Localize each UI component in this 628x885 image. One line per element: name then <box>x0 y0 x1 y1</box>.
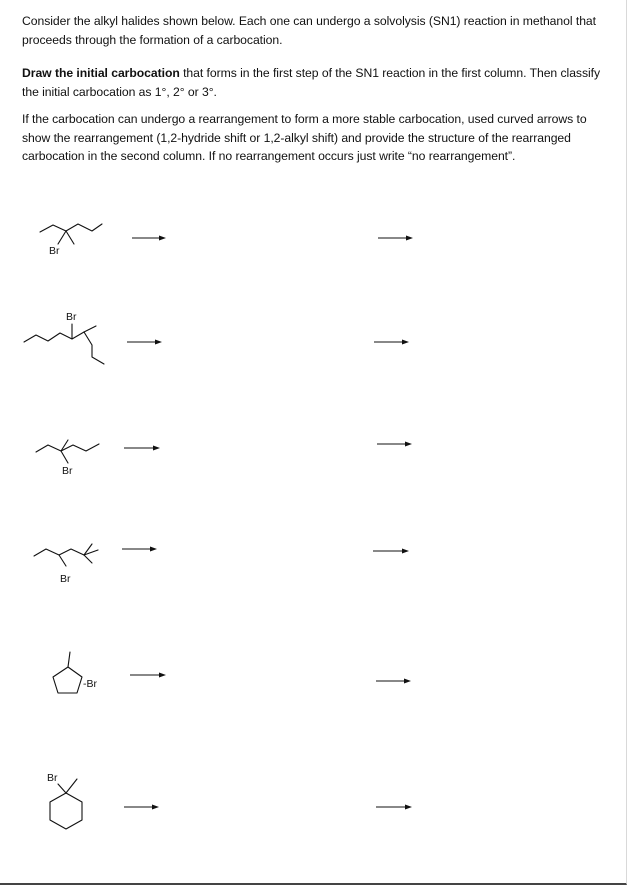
compound-6-structure <box>47 772 82 829</box>
reaction-4-arrow-2 <box>373 549 409 554</box>
compound-4-br-label: Br <box>60 573 71 585</box>
reaction-6-arrow-2 <box>376 805 412 810</box>
compound-5-methyl-bond <box>68 652 70 667</box>
reaction-1-arrow-1 <box>132 236 166 241</box>
compound-4-branch-down-bond <box>84 555 92 563</box>
compound-1-br-label: Br <box>49 245 60 257</box>
reaction-4-arrow-1 <box>122 547 157 552</box>
compound-6-methyl-bond <box>66 779 77 793</box>
compound-6-cyclohexane-ring <box>50 793 82 829</box>
compound-2-methyl-bond <box>84 326 96 332</box>
compound-2-branch-bond <box>84 332 104 364</box>
compound-2-structure <box>24 311 104 364</box>
compound-1-chain-bond <box>40 224 102 232</box>
compound-1-br-bond <box>58 231 66 244</box>
compound-2-br-label: Br <box>66 311 77 323</box>
compound-1-structure <box>40 224 102 257</box>
compound-5-cyclopentane-ring <box>53 667 82 693</box>
compound-5-br-label: -Br <box>83 678 97 690</box>
compound-3-chain-bond <box>36 444 99 452</box>
compound-6-br-bond <box>58 784 66 793</box>
reaction-1-arrow-2 <box>378 236 413 241</box>
task-bold-text: Draw the initial carbocation <box>22 66 180 80</box>
reaction-2-arrow-2 <box>374 340 409 345</box>
compound-5-structure <box>53 652 98 693</box>
reaction-6-arrow-1 <box>124 805 159 810</box>
intro-text: Consider the alkyl halides shown below. Each one can undergo a solvolysis (SN1) reaction in methanol that proceeds through the formation of a carbocation. <box>22 14 596 47</box>
task-rest-text: that forms in the first step of the SN1 reaction in the first column. Then classify the initial carbocation as 1°, 2° or 3°. <box>22 66 601 99</box>
compound-1-methyl-bond <box>66 231 74 244</box>
compound-4-br-bond <box>59 555 66 566</box>
compound-3-br-bond <box>61 451 68 463</box>
compound-6-br-label: Br <box>47 772 58 784</box>
reaction-3-arrow-1 <box>124 446 160 451</box>
compound-3-structure <box>36 440 99 477</box>
reaction-3-arrow-2 <box>377 442 412 447</box>
compound-3-br-label: Br <box>62 465 73 477</box>
reaction-5-arrow-2 <box>376 679 411 684</box>
rearrangement-text: If the carbocation can undergo a rearrangement to form a more stable carbocation, used curved arrows to show the rearrangement (1,2-hydride shift or 1,2-alkyl shift) and provide the structure of the rearranged carbocation in the second column. If no rearrangement occurs just write “no rearrangement”. <box>22 112 587 163</box>
compound-2-chain-bond <box>24 332 84 342</box>
reaction-2-arrow-1 <box>127 340 162 345</box>
compound-4-structure <box>34 544 98 585</box>
reaction-5-arrow-1 <box>130 673 166 678</box>
